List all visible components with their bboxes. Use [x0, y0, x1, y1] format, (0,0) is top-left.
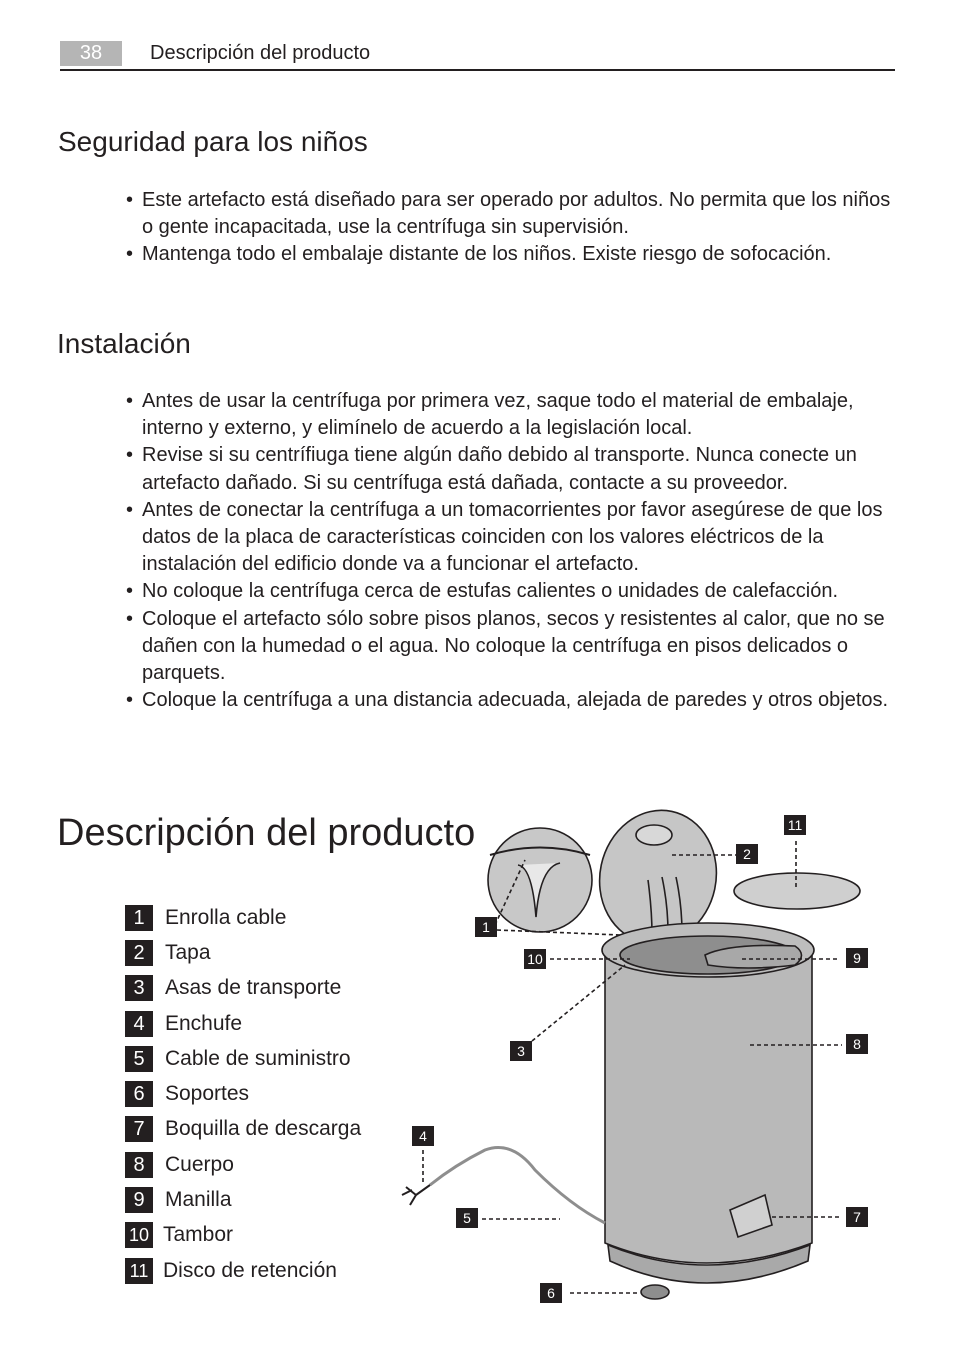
product-description-heading: Descripción del producto — [57, 812, 476, 854]
spin-dryer-illustration — [400, 805, 900, 1310]
legend-label: Disco de retención — [163, 1258, 337, 1282]
legend-item — [125, 900, 361, 935]
bullet-text: Antes de conectar la centrífuga a un tomacorrientes por favor asegúrese de que los datos de la placa de características coinciden con los valores eléctricos de la instalación del edificio donde va a funcionar el artefacto. — [142, 498, 883, 576]
list-item: • Antes de usar la centrífuga por primera vez, saque todo el material de embalaje, interno y externo, y elimínelo de acuerdo a la legislación local. — [126, 390, 854, 440]
legend-label: Manilla — [165, 1188, 232, 1212]
legend-label: Enchufe — [165, 1011, 243, 1035]
header-divider — [60, 69, 895, 71]
legend-label: Asas de transporte — [165, 976, 342, 1000]
legend-label: Cuerpo — [165, 1152, 234, 1176]
parts-legend — [125, 900, 361, 1288]
legend-number: 10 — [125, 1222, 153, 1248]
child-safety-list — [126, 187, 906, 269]
page-number: 38 — [60, 41, 122, 66]
callout-7: 7 — [846, 1207, 868, 1227]
bullet-text: Este artefacto está diseñado para ser operado por adultos. No permita que los niños o gente incapacitada, use la centrífuga sin supervisión. — [142, 189, 891, 239]
installation-heading: Instalación — [57, 328, 191, 359]
legend-item — [125, 1147, 361, 1182]
callout-5: 5 — [456, 1208, 478, 1228]
legend-label: Boquilla de descarga — [165, 1117, 362, 1141]
legend-label: Tapa — [165, 940, 211, 964]
bullet-text: Antes de usar la centrífuga por primera vez, saque todo el material de embalaje, interno y externo, y elimínelo de acuerdo a la legislación local. — [142, 390, 854, 440]
legend-number: 11 — [125, 1258, 153, 1284]
legend-number: 6 — [125, 1081, 153, 1107]
callout-2: 2 — [736, 844, 758, 864]
legend-number: 9 — [125, 1187, 153, 1213]
installation-list — [126, 388, 906, 714]
running-title: Descripción del producto — [150, 42, 371, 64]
callout-9: 9 — [846, 948, 868, 968]
list-item: • Mantenga todo el embalaje distante de los niños. Existe riesgo de sofocación. — [126, 243, 832, 266]
callout-6: 6 — [540, 1283, 562, 1303]
legend-item — [125, 971, 361, 1006]
list-item: • Este artefacto está diseñado para ser operado por adultos. No permita que los niños o gente incapacitada, use la centrífuga sin supervisión. — [126, 189, 891, 239]
legend-item — [125, 1182, 361, 1217]
plug-shape — [402, 1185, 430, 1205]
callout-1: 1 — [475, 917, 497, 937]
legend-number: 4 — [125, 1011, 153, 1037]
legend-number: 3 — [125, 975, 153, 1001]
legend-item — [125, 935, 361, 970]
callout-4: 4 — [412, 1126, 434, 1146]
list-item: • Antes de conectar la centrífuga a un tomacorrientes por favor asegúrese de que los datos de la placa de características coinciden con los valores eléctricos de la instalación del edificio donde va a funcionar el artefacto. — [126, 498, 883, 576]
callout-3: 3 — [510, 1041, 532, 1061]
bullet-text: No coloque la centrífuga cerca de estufas calientes o unidades de calefacción. — [142, 580, 838, 603]
callout-8: 8 — [846, 1034, 868, 1054]
legend-label: Cable de suministro — [165, 1046, 351, 1070]
child-safety-heading: Seguridad para los niños — [58, 126, 368, 157]
callout-10: 10 — [524, 949, 546, 969]
legend-item — [125, 1253, 361, 1288]
legend-number: 1 — [125, 905, 153, 931]
list-item: • Coloque la centrífuga a una distancia adecuada, alejada de paredes y otros objetos. — [126, 689, 889, 712]
legend-number: 7 — [125, 1116, 153, 1142]
legend-number: 2 — [125, 940, 153, 966]
list-item: • Coloque el artefacto sólo sobre pisos planos, secos y resistentes al calor, que no se dañen con la humedad o el agua. No coloque la centrífuga en pisos delicados o parquets. — [126, 607, 885, 685]
legend-label: Soportes — [165, 1082, 250, 1106]
legend-item — [125, 1076, 361, 1111]
legend-item — [125, 1006, 361, 1041]
body-shape — [605, 950, 812, 1263]
legend-label: Enrolla cable — [165, 905, 287, 929]
legend-number: 8 — [125, 1152, 153, 1178]
legend-item — [125, 1112, 361, 1147]
foot-shape — [641, 1285, 669, 1299]
bullet-text: Revise si su centrífiuga tiene algún daño debido al transporte. Nunca conecte un artefacto dañado. Si su centrífuga está dañada, contacte a su proveedor. — [142, 444, 857, 494]
legend-item — [125, 1041, 361, 1076]
bullet-text: Coloque la centrífuga a una distancia adecuada, alejada de paredes y otros objetos. — [142, 689, 889, 712]
legend-number: 5 — [125, 1046, 153, 1072]
legend-item — [125, 1218, 361, 1253]
retention-disc — [734, 873, 860, 909]
callout-11: 11 — [784, 815, 806, 835]
list-item: • Revise si su centrífiuga tiene algún daño debido al transporte. Nunca conecte un artefacto dañado. Si su centrífuga está dañada, contacte a su proveedor. — [126, 444, 857, 494]
bullet-text: Coloque el artefacto sólo sobre pisos planos, secos y resistentes al calor, que no se dañen con la humedad o el agua. No coloque la centrífuga en pisos delicados o parquets. — [142, 607, 885, 685]
legend-label: Tambor — [163, 1223, 234, 1247]
list-item: • No coloque la centrífuga cerca de estufas calientes o unidades de calefacción. — [126, 580, 838, 603]
bullet-text: Mantenga todo el embalaje distante de los niños. Existe riesgo de sofocación. — [142, 243, 832, 266]
